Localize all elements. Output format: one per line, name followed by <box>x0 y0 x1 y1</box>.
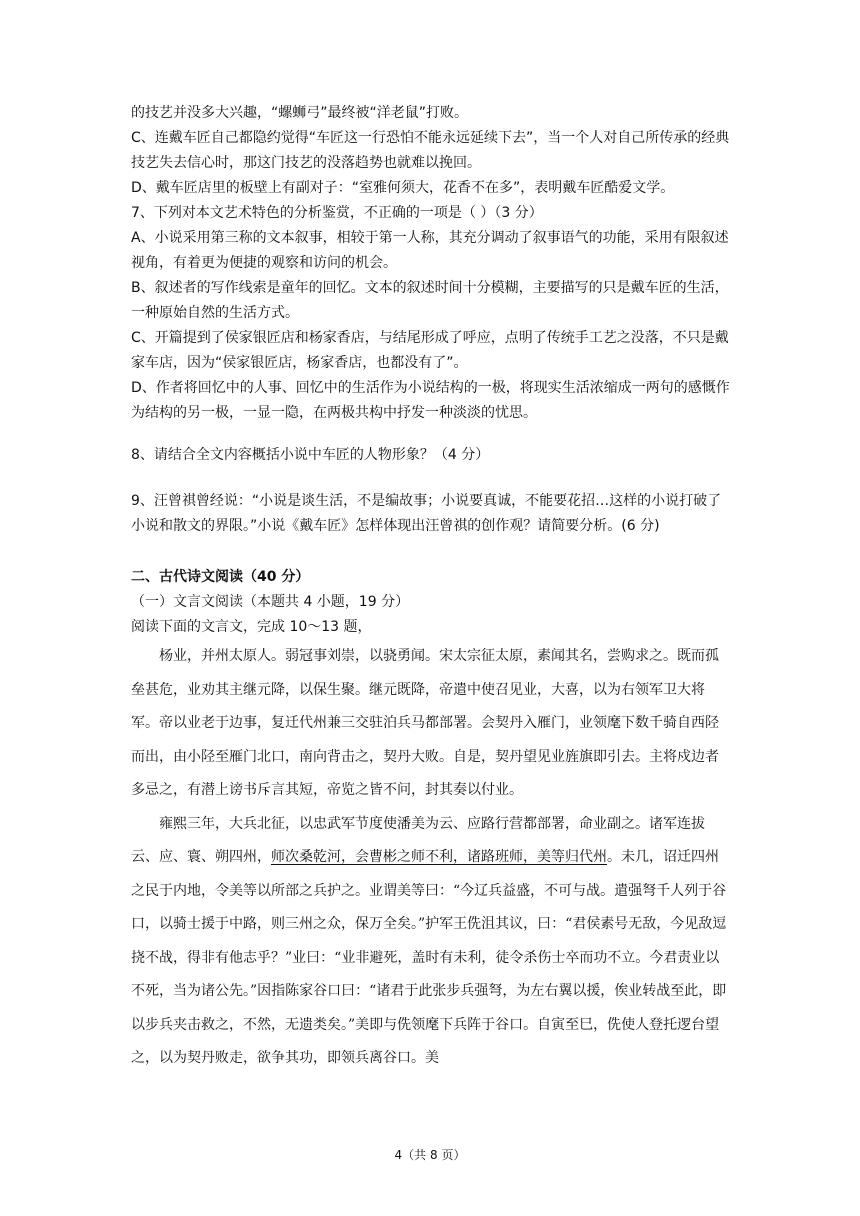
reading-instruction: 阅读下面的文言文，完成 10～13 题， <box>131 619 372 635</box>
q7-option-b: B、叙述者的写作线索是童年的回忆。文本的叙述时间十分模糊，主要描写的只是戴车匠的生活，一种原始自然的生活方式。 <box>131 280 729 321</box>
q6-option-c: C、连戴车匠自己都隐约觉得“车匠这一行恐怕不能永远延续下去”，当一个人对自己所传承的经典技艺失去信心时，那这门技艺的没落趋势也就难以挽回。 <box>131 130 730 171</box>
passage-paragraph-2 <box>131 808 731 1076</box>
q6-option-d: D、戴车匠店里的板壁上有副对子：“室雅何须大，花香不在多”，表明戴车匠酷爱文学。 <box>131 180 675 196</box>
subsection-heading: （一）文言文阅读（本题共 4 小题，19 分） <box>131 594 410 610</box>
question-9: 9、汪曾祺曾经说：“小说是谈生活，不是编故事；小说要真诚，不能要花招…这样的小说打破了小说和散文的界限。”小说《戴车匠》怎样体现出汪曾祺的创作观？请简要分析。(6 分) <box>131 493 722 534</box>
passage-text: 。未几，诏迁四州之民于内地，令美等以所部之兵护之。业谓美等曰：“今辽兵益盛，不可与战。遣强弩千人列于谷口，以骑士援于中路，则三州之众，保万全矣。”护军王侁沮其议，曰：“君侯素号无敌，今见敌逗挠不战，得非有他志乎？”业曰：“业非避死，盖时有未利，徒令杀伤士卒而功不立。今君责业以不死，当为诸公先。”因指陈家谷口曰：“诸君于此张步兵强弩，为左右翼以援，俟业转战至此，即以步兵夹击救之，不然，无遗类矣。”美即与侁领麾下兵阵于谷口。自寅至巳，侁使人登托逻台望之，以为契丹败走，欲争其功，即领兵离谷口。美 <box>131 849 727 1066</box>
section-heading: 二、古代诗文阅读（40 分） <box>131 569 310 585</box>
part1-reading-questions <box>131 101 731 640</box>
question-7: 7、下列对本文艺术特色的分析鉴赏，不正确的一项是（ ）（3 分） <box>131 205 543 221</box>
classical-passage <box>131 640 731 1076</box>
spacer <box>131 426 731 443</box>
underlined-sentence: 师次桑乾河，会曹彬之师不利，诸路班师，美等归代州 <box>271 849 607 865</box>
q6-option-b-tail: 的技艺并没多大兴趣，“螺蛳弓”最终被“洋老鼠”打败。 <box>131 105 469 121</box>
page-content <box>131 101 731 1076</box>
page-number: 4（共 8 页） <box>394 1148 466 1162</box>
question-8: 8、请结合全文内容概括小说中车匠的人物形象？（4 分） <box>131 447 490 463</box>
spacer <box>131 468 731 489</box>
spacer <box>131 539 731 565</box>
q7-option-a: A、小说采用第三称的文本叙事，相较于第一人称，其充分调动了叙事语气的功能，采用有限叙述视角，有着更为便捷的观察和访问的机会。 <box>131 230 729 271</box>
passage-paragraph-1: 杨业，并州太原人。弱冠事刘崇，以骁勇闻。宋太宗征太原，素闻其名，尝购求之。既而孤垒甚危，业劝其主继元降，以保生聚。继元既降，帝遣中使召见业，大喜，以为右领军卫大将军。帝以业老于边事，复迁代州兼三交驻泊兵马都部署。会契丹入雁门，业领麾下数千骑自西陉而出，由小陉至雁门北口，南向背击之，契丹大败。自是，契丹望见业旌旗即引去。主将戍边者多忌之，有潜上谤书斥言其短，帝览之皆不问，封其奏以付业。 <box>131 648 719 798</box>
q7-option-d: D、作者将回忆中的人事、回忆中的生活作为小说结构的一极，将现实生活浓缩成一两句的感慨作为结构的另一极，一显一隐，在两极共构中抒发一种淡淡的忧思。 <box>131 380 730 421</box>
passage-text: 雍熙三年，大兵北征，以忠武军节度使潘美为云、应路行营都部署，命业副之。诸军连拔云、应、寰、朔四州， <box>131 815 705 865</box>
q7-option-c: C、开篇提到了侯家银匠店和杨家香店，与结尾形成了呼应，点明了传统手工艺之没落，不只是戴家车店，因为“侯家银匠店，杨家香店，也都没有了”。 <box>131 330 729 371</box>
